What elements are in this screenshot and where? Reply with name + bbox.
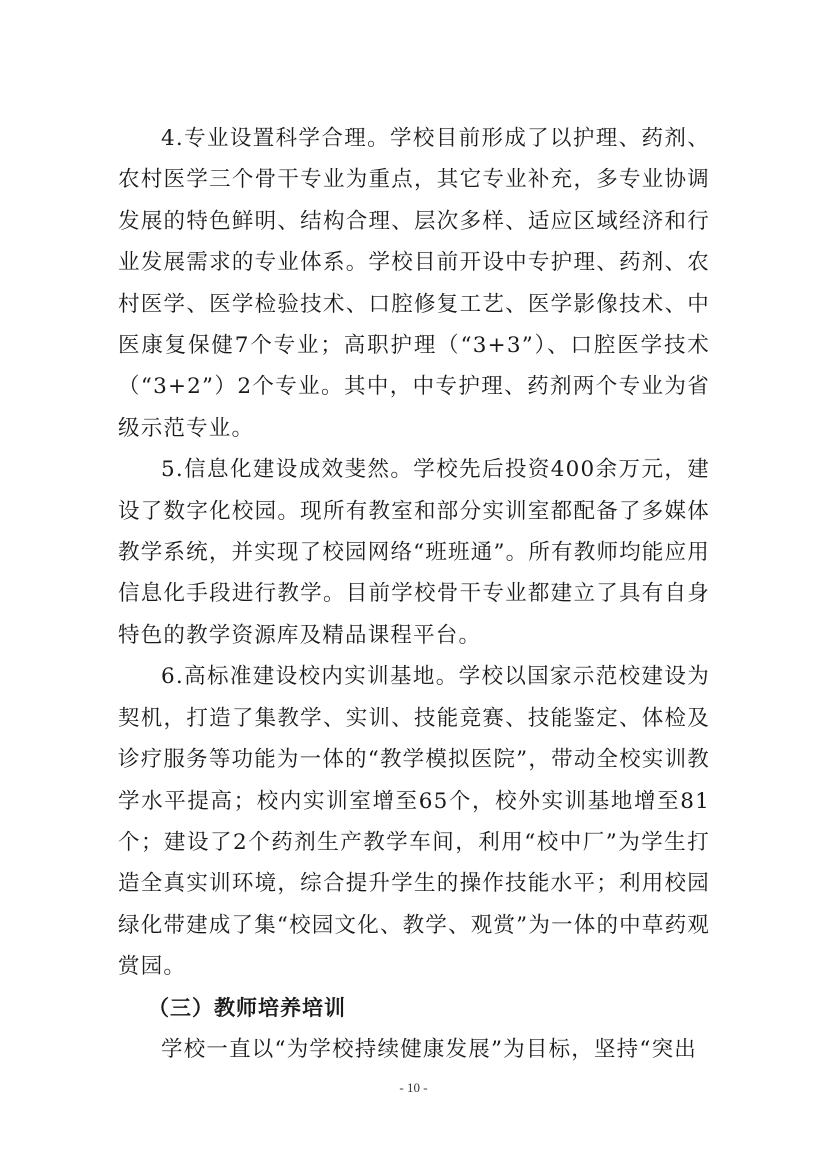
section-heading: （三）教师培养培训 [148, 995, 346, 1020]
paragraph-teacher-training: 学校一直以“为学校持续健康发展”为目标，坚持“突出 [161, 1036, 697, 1062]
paragraph-informatization: 5.信息化建设成效斐然。学校先后投资400余万元，建设了数字化校园。现所有教室和部分实训室都配备了多媒体教学系统，并实现了校园网络“班班通”。所有教师均能应用信息化手段进行教学。目前学校骨干专业都建立了具有自身特色的教学资源库及精品课程平台。 [118, 457, 710, 648]
page-number: - 10 - [399, 1080, 428, 1095]
paragraph-training-base: 6.高标准建设校内实训基地。学校以国家示范校建设为契机，打造了集教学、实训、技能竞赛、技能鉴定、体检及诊疗服务等功能为一体的“教学模拟医院”，带动全校实训教学水平提高；校内实训室增至65个，校外实训基地增至81个；建设了2个药剂生产教学车间，利用“校中厂”为学生打造全真实训环境，综合提升学生的操作技能水平；利用校园绿化带建成了集“校园文化、教学、观赏”为一体的中草药观赏园。 [118, 664, 710, 980]
paragraph-major-setup: 4.专业设置科学合理。学校目前形成了以护理、药剂、农村医学三个骨干专业为重点，其它专业补充，多专业协调发展的特色鲜明、结构合理、层次多样、适应区域经济和行业发展需求的专业体系。学校目前开设中专护理、药剂、农村医学、医学检验技术、口腔修复工艺、医学影像技术、中医康复保健7个专业；高职护理（“3+3”）、口腔医学技术（“3+2”）2个专业。其中，中专护理、药剂两个专业为省级示范专业。 [118, 126, 710, 441]
page-body [118, 118, 710, 1070]
